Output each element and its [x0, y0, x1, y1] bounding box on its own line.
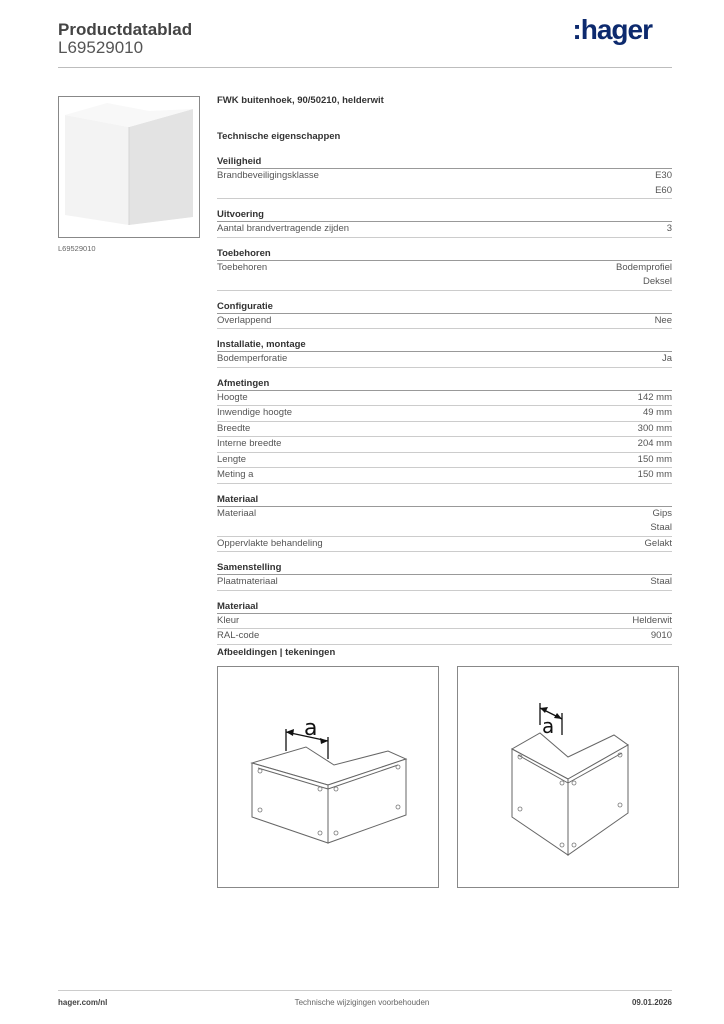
spec-value — [638, 391, 672, 406]
spec-row — [217, 422, 672, 438]
spec-label: Lengte — [217, 453, 247, 465]
footer-disclaimer: Technische wijzigingen voorbehouden — [294, 998, 430, 1007]
spec-label: Oppervlakte behandeling — [217, 537, 323, 549]
section-heading: Toebehoren — [217, 247, 672, 261]
spec-row — [217, 169, 672, 199]
spec-value-line: Staal — [650, 576, 672, 587]
spec-value-line: Staal — [650, 522, 672, 533]
spec-value — [655, 314, 672, 329]
spec-value-line: Ja — [661, 353, 672, 364]
spec-value — [667, 222, 672, 237]
spec-value-line: Nee — [654, 314, 672, 326]
spec-section — [217, 155, 672, 199]
drawing-front — [217, 666, 439, 888]
spec-section — [217, 208, 672, 238]
spec-value — [650, 575, 672, 590]
section-heading: Materiaal — [217, 600, 672, 614]
spec-label: Bodemperforatie — [217, 353, 288, 364]
footer-divider — [58, 990, 672, 991]
spec-value — [662, 352, 672, 367]
section-heading: Uitvoering — [217, 208, 672, 222]
spec-value — [638, 437, 672, 452]
section-heading: Materiaal — [217, 493, 672, 507]
spec-value-line: 300 mm — [637, 422, 672, 434]
spec-value — [638, 453, 672, 468]
spec-section — [217, 493, 672, 553]
spec-label: Brandbeveiligingsklasse — [217, 170, 319, 181]
images-title: Afbeeldingen | tekeningen — [217, 647, 336, 658]
spec-sections — [217, 155, 672, 645]
spec-label: Interne breedte — [217, 438, 282, 449]
spec-value — [616, 261, 672, 290]
corner-drawing-back — [458, 667, 678, 887]
spec-label: Meting a — [217, 469, 254, 480]
spec-label: Toebehoren — [217, 261, 268, 273]
corner-drawing-front — [218, 667, 438, 887]
spec-value-line: Gips — [652, 507, 672, 519]
spec-value-line: E60 — [655, 184, 672, 196]
drawing-back — [457, 666, 679, 888]
spec-value-line: 204 mm — [637, 438, 672, 449]
spec-row — [217, 261, 672, 291]
spec-value — [638, 468, 672, 483]
spec-section — [217, 247, 672, 291]
spec-row — [217, 222, 672, 238]
spec-label: Inwendige hoogte — [217, 407, 293, 418]
section-heading: Installatie, montage — [217, 338, 672, 352]
spec-value-line: Bodemprofiel — [616, 261, 672, 273]
spec-label: Plaatmateriaal — [217, 576, 278, 587]
spec-section — [217, 300, 672, 330]
spec-section — [217, 377, 672, 484]
spec-label: RAL-code — [217, 630, 260, 641]
product-thumbnail — [58, 96, 200, 238]
spec-value-line: 150 mm — [637, 469, 672, 480]
spec-label: Overlappend — [217, 314, 272, 326]
spec-value-line: Helderwit — [632, 614, 672, 626]
footer-date: 09.01.2026 — [631, 998, 672, 1007]
dimension-label-a: a — [542, 714, 555, 738]
spec-row — [217, 391, 672, 407]
spec-value — [638, 422, 672, 437]
hager-logo: :hager — [572, 14, 652, 45]
spec-content — [217, 94, 672, 654]
spec-label: Aantal brandvertragende zijden — [217, 223, 350, 234]
spec-row — [217, 314, 672, 330]
spec-section — [217, 338, 672, 368]
spec-row — [217, 614, 672, 630]
spec-value — [650, 507, 672, 536]
spec-value-line: Gelakt — [644, 537, 672, 549]
tech-title: Technische eigenschappen — [217, 131, 341, 142]
spec-row — [217, 453, 672, 469]
spec-value-line: 142 mm — [637, 391, 672, 403]
thumbnail-code: L69529010 — [58, 244, 96, 253]
spec-row — [217, 537, 672, 553]
spec-label: Breedte — [217, 422, 251, 434]
section-heading: Samenstelling — [217, 561, 672, 575]
spec-section — [217, 561, 672, 591]
spec-row — [217, 406, 672, 422]
spec-row — [217, 437, 672, 453]
product-code: L69529010 — [58, 38, 144, 57]
spec-value — [632, 614, 672, 629]
footer-website[interactable]: hager.com/nl — [58, 998, 108, 1007]
spec-value — [651, 629, 672, 644]
product-photo — [59, 97, 199, 237]
spec-value — [645, 537, 672, 552]
spec-row — [217, 468, 672, 484]
spec-value-line: Deksel — [642, 276, 672, 287]
spec-value-line: 150 mm — [637, 453, 672, 465]
spec-row — [217, 507, 672, 537]
spec-value-line: E30 — [655, 170, 672, 181]
spec-label: Materiaal — [217, 507, 257, 519]
page-title: Productdatablad — [58, 20, 193, 39]
spec-value — [643, 406, 672, 421]
spec-row — [217, 629, 672, 645]
dimension-label-a: a — [304, 716, 318, 741]
product-name: FWK buitenhoek, 90/50210, helderwit — [217, 95, 384, 106]
spec-label: Hoogte — [217, 391, 248, 403]
spec-value — [655, 169, 672, 198]
spec-value-line: 3 — [666, 223, 672, 234]
spec-row — [217, 575, 672, 591]
spec-label: Kleur — [217, 614, 240, 626]
section-heading: Afmetingen — [217, 377, 672, 391]
section-heading: Veiligheid — [217, 155, 672, 169]
section-heading: Configuratie — [217, 300, 672, 314]
spec-section — [217, 600, 672, 645]
spec-value-line: 9010 — [650, 630, 672, 641]
spec-row — [217, 352, 672, 368]
header-divider — [58, 67, 672, 68]
spec-value-line: 49 mm — [642, 407, 672, 418]
